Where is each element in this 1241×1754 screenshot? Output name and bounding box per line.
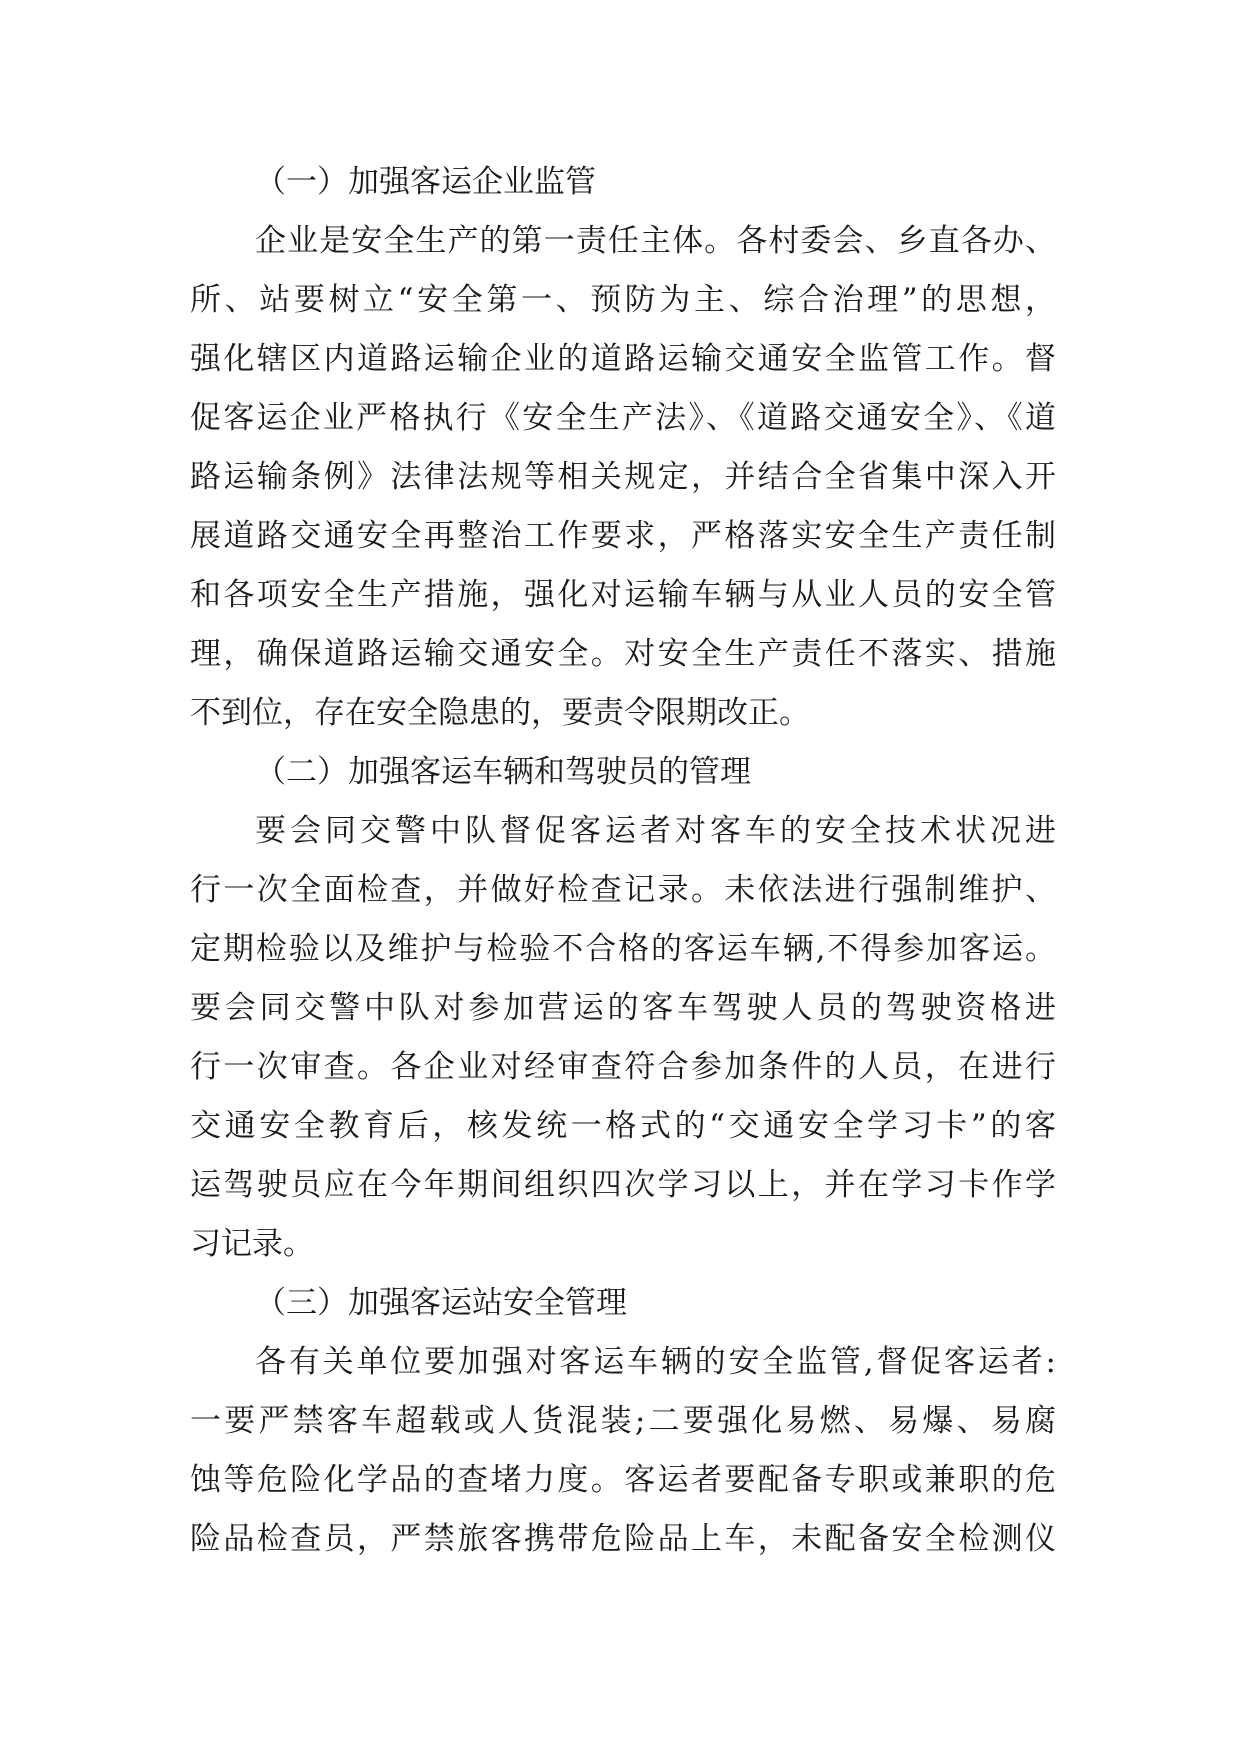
- paragraph-line: 强化辖区内道路运输企业的道路运输交通安全监管工作。督: [190, 341, 1056, 377]
- paragraph-line: 习记录。: [190, 1226, 314, 1262]
- paragraph-line: 企业是安全生产的第一责任主体。各村委会、乡直各办、: [255, 223, 1056, 259]
- paragraph-line: 和各项安全生产措施，强化对运输车辆与从业人员的安全管: [190, 577, 1056, 613]
- paragraph-line: 展道路交通安全再整治工作要求，严格落实安全生产责任制: [190, 518, 1056, 554]
- paragraph-line: 理，确保道路运输交通安全。对安全生产责任不落实、措施: [190, 636, 1056, 672]
- paragraph-line: 不到位，存在安全隐患的，要责令限期改正。: [190, 695, 810, 731]
- paragraph-line: 交通安全教育后，核发统一格式的“交通安全学习卡”的客: [190, 1108, 1056, 1144]
- section-heading-2: （二）加强客运车辆和驾驶员的管理: [255, 754, 751, 790]
- paragraph-line: 行一次审查。各企业对经审查符合参加条件的人员，在进行: [190, 1049, 1056, 1085]
- paragraph-line: 路运输条例》法律法规等相关规定，并结合全省集中深入开: [190, 459, 1056, 495]
- paragraph-line: 促客运企业严格执行《安全生产法》、《道路交通安全》、《道: [190, 400, 1056, 436]
- section-heading-1: （一）加强客运企业监管: [255, 164, 596, 200]
- section-heading-3: （三）加强客运站安全管理: [255, 1285, 627, 1321]
- paragraph-line: 所、站要树立“安全第一、预防为主、综合治理”的思想，: [190, 282, 1056, 318]
- paragraph-line: 一要严禁客车超载或人货混装;二要强化易燃、易爆、易腐: [190, 1403, 1056, 1439]
- paragraph-line: 险品检查员，严禁旅客携带危险品上车，未配备安全检测仪: [190, 1521, 1056, 1557]
- paragraph-line: 行一次全面检查，并做好检查记录。未依法进行强制维护、: [190, 872, 1056, 908]
- paragraph-line: 各有关单位要加强对客运车辆的安全监管,督促客运者:: [255, 1344, 1056, 1380]
- paragraph-line: 要会同交警中队对参加营运的客车驾驶人员的驾驶资格进: [190, 990, 1056, 1026]
- paragraph-line: 蚀等危险化学品的查堵力度。客运者要配备专职或兼职的危: [190, 1462, 1056, 1498]
- paragraph-line: 要会同交警中队督促客运者对客车的安全技术状况进: [255, 813, 1056, 849]
- paragraph-line: 运驾驶员应在今年期间组织四次学习以上，并在学习卡作学: [190, 1167, 1056, 1203]
- paragraph-line: 定期检验以及维护与检验不合格的客运车辆,不得参加客运。: [190, 931, 1056, 967]
